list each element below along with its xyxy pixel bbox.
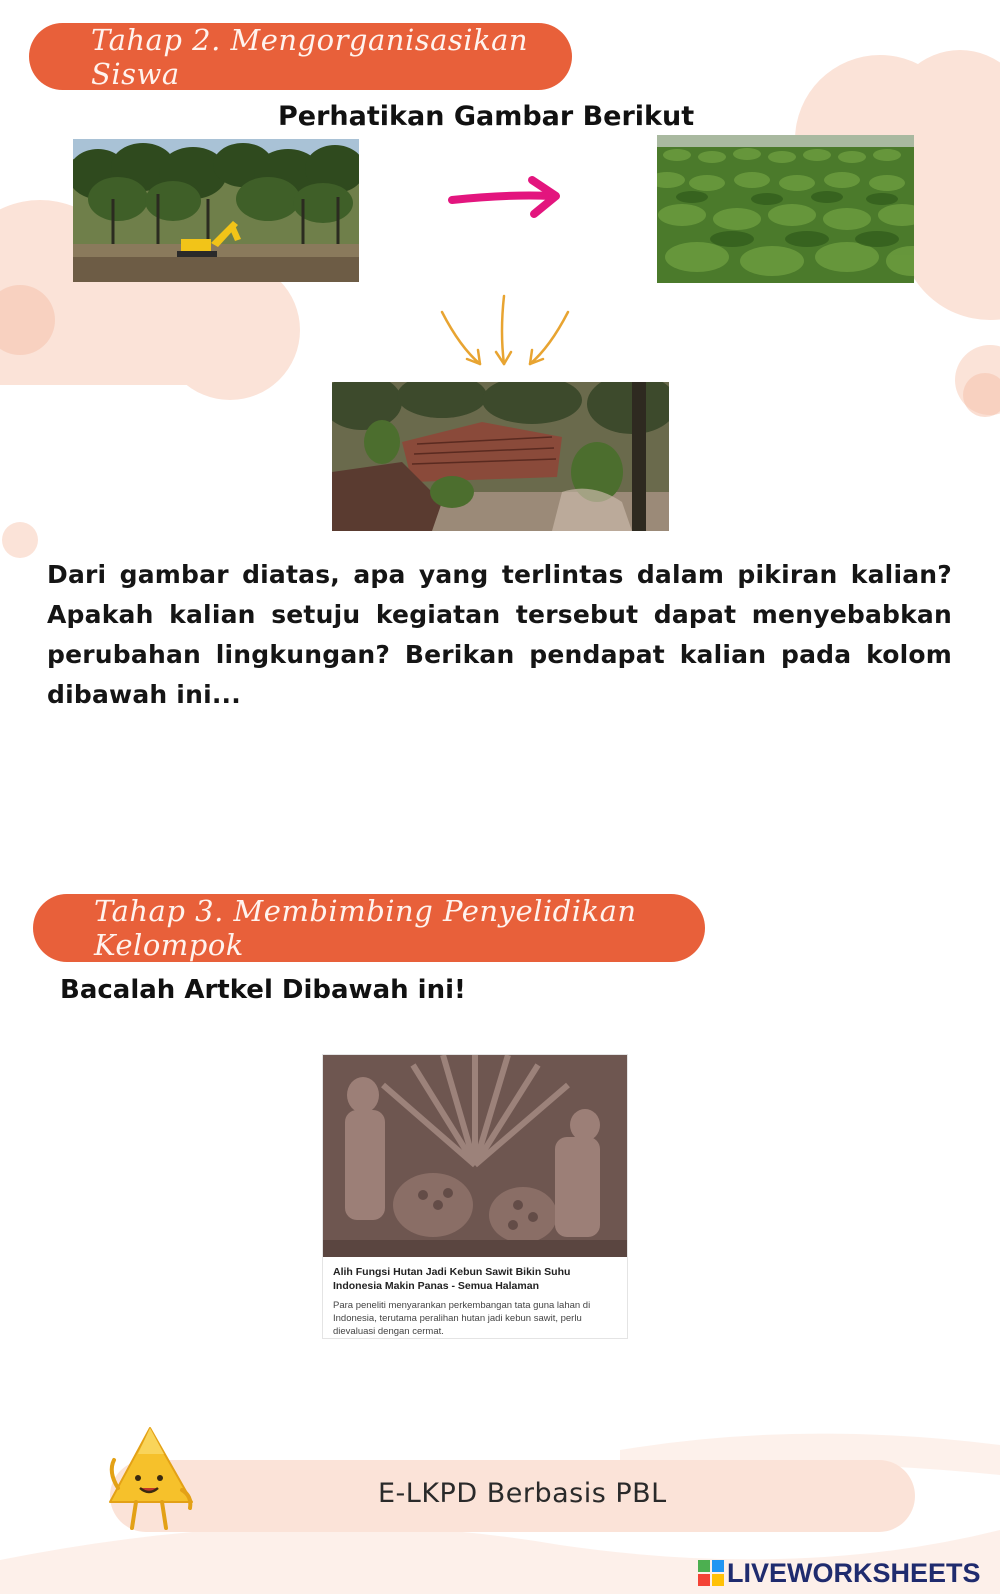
tahap2-title: Tahap 2. Mengorganisasikan Siswa <box>91 22 529 91</box>
deforestation-image <box>73 139 359 282</box>
tahap3-title: Tahap 3. Membimbing Penyelidikan Kelompok <box>94 894 637 962</box>
arrow-right-icon <box>448 172 566 222</box>
arrows-down-icon <box>440 292 575 372</box>
tahap2-heading: Perhatikan Gambar Berikut <box>278 101 695 132</box>
photo-flood-damage <box>332 382 669 531</box>
tahap3-heading: Bacalah Artkel Dibawah ini! <box>60 975 466 1005</box>
photo-palm-plantation <box>657 135 914 283</box>
tahap2-question: Dari gambar diatas, apa yang terlintas dalam pikiran kalian? Apakah kalian setuju kegiatan tersebut dapat menyebabkan perubahan lingkungan? Berikan pendapat kalian pada kolom dibawah ini... <box>47 560 952 709</box>
tahap3-banner <box>33 894 705 962</box>
flood-damage-image <box>332 382 669 531</box>
liveworksheets-brand: LIVEWORKSHEETS <box>727 1557 981 1588</box>
article-image <box>323 1055 627 1257</box>
palm-plantation-image <box>657 135 914 283</box>
liveworksheets-logo-icon <box>698 1560 724 1586</box>
answer-field[interactable] <box>47 690 952 860</box>
liveworksheets-logo[interactable] <box>698 1558 981 1588</box>
mascot-icon <box>104 1424 196 1532</box>
article-description: Para peneliti menyarankan perkembangan tata guna lahan di Indonesia, terutama peralihan hutan jadi kebun sawit, perlu dievaluasi dengan cermat. <box>333 1300 591 1337</box>
tahap2-banner <box>29 23 572 90</box>
article-card[interactable] <box>322 1054 628 1339</box>
article-title[interactable]: Alih Fungsi Hutan Jadi Kebun Sawit Bikin Suhu Indonesia Makin Panas - Semua Halaman <box>333 1266 571 1292</box>
footer-label: E-LKPD Berbasis PBL <box>378 1478 667 1509</box>
photo-deforestation <box>73 139 359 282</box>
